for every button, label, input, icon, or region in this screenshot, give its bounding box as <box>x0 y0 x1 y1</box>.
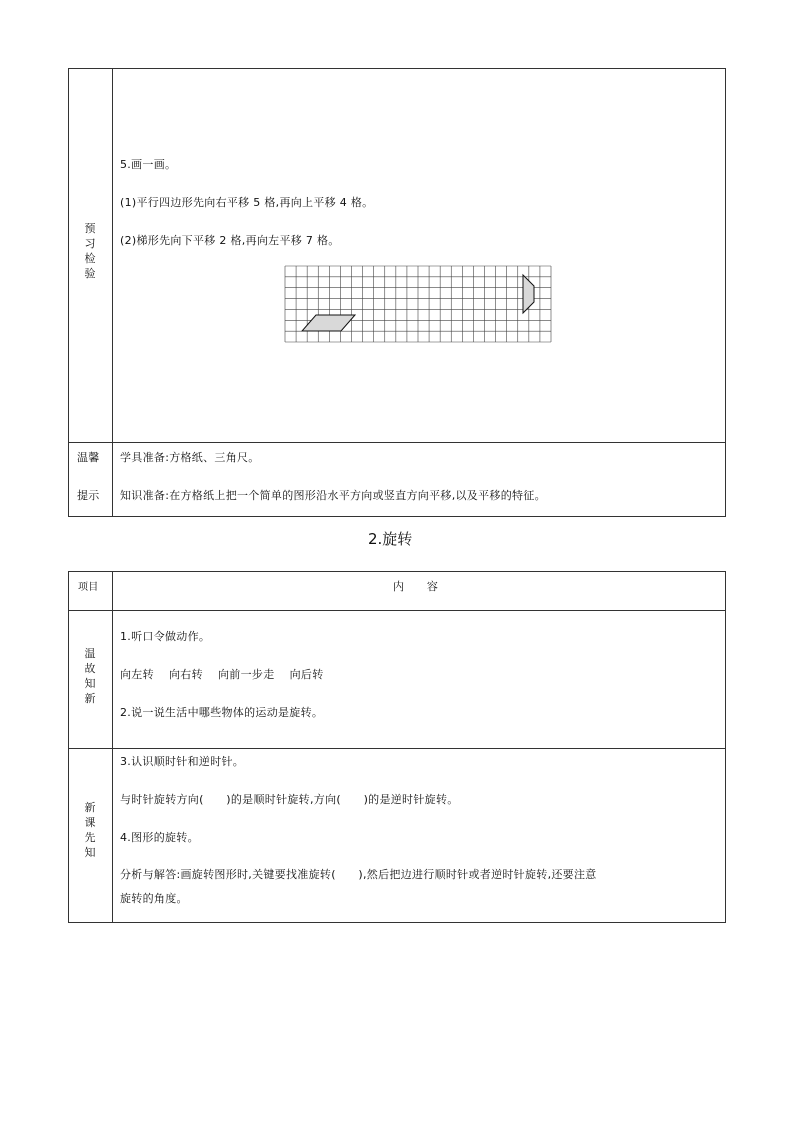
trapezoid-shape <box>523 275 534 313</box>
section-title: 2.旋转 <box>368 530 413 548</box>
grid-paper <box>284 265 552 343</box>
label-review: 温 故 知 新 <box>84 647 96 705</box>
tip-tools: 学具准备:方格纸、三角尺。 <box>120 451 260 464</box>
row-divider <box>69 748 725 749</box>
q5-title: 5.画一画。 <box>120 158 177 171</box>
review-2: 2.说一说生活中哪些物体的运动是旋转。 <box>120 706 324 719</box>
parallelogram-shape <box>302 315 355 331</box>
column-divider <box>112 572 113 922</box>
row-divider <box>69 442 725 443</box>
tip-knowledge: 知识准备:在方格纸上把一个简单的图形沿水平方向或竖直方向平移,以及平移的特征。 <box>120 489 546 502</box>
label-new: 新 课 先 知 <box>84 801 96 859</box>
new-3-fill: 与时针旋转方向( )的是顺时针旋转,方向( )的是逆时针旋转。 <box>120 793 459 806</box>
header-content: 内 容 <box>393 580 439 593</box>
tip-label-1: 温馨 <box>77 451 100 464</box>
column-divider <box>112 69 113 516</box>
review-1: 1.听口令做动作。 <box>120 630 211 643</box>
label-preview-check: 预 习 检 验 <box>84 222 96 280</box>
tip-label-2: 提示 <box>77 489 100 502</box>
row-divider <box>69 610 725 611</box>
review-actions: 向左转 向右转 向前一步走 向后转 <box>120 668 324 681</box>
q5-part2: (2)梯形先向下平移 2 格,再向左平移 7 格。 <box>120 234 340 247</box>
header-item: 项目 <box>78 582 99 593</box>
new-4-analysis-1: 分析与解答:画旋转图形时,关键要找准旋转( ),然后把边进行顺时针或者逆时针旋转,还要注意 <box>120 868 597 881</box>
q5-part1: (1)平行四边形先向右平移 5 格,再向上平移 4 格。 <box>120 196 374 209</box>
new-4: 4.图形的旋转。 <box>120 831 199 844</box>
new-3: 3.认识顺时针和逆时针。 <box>120 755 245 768</box>
new-4-analysis-2: 旋转的角度。 <box>120 892 188 905</box>
